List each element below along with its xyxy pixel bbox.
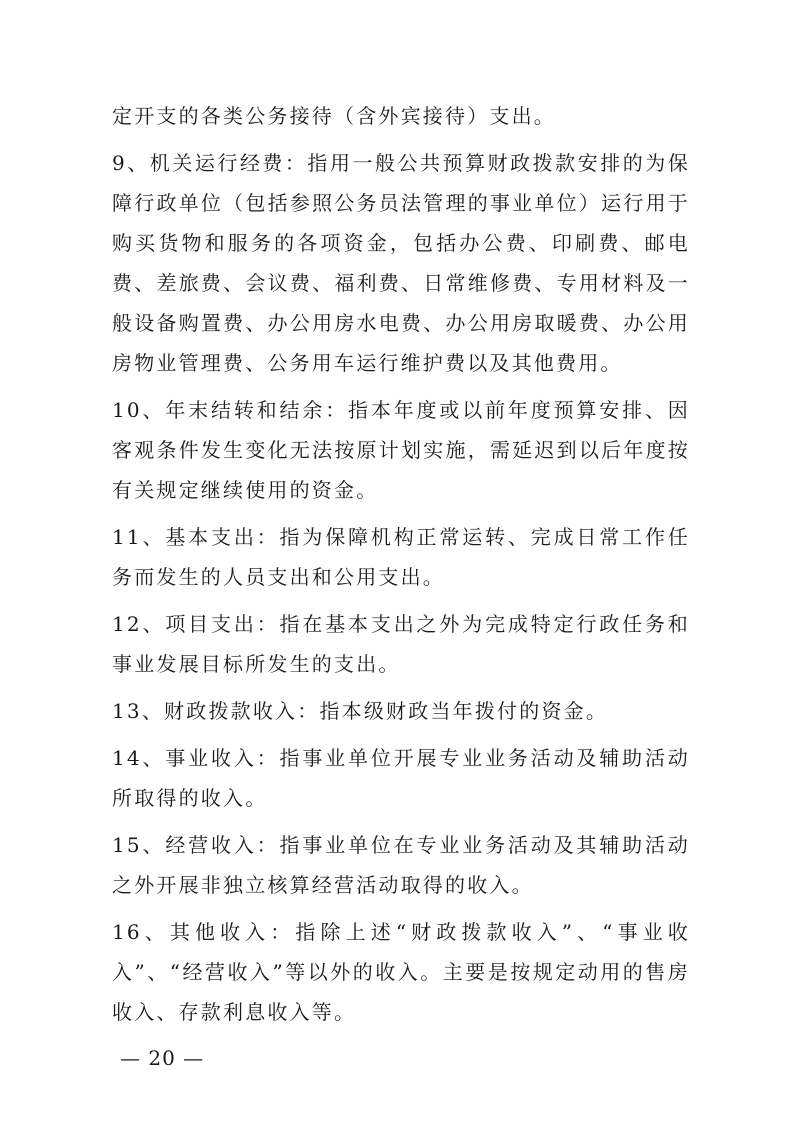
- paragraph-item-16: 16、其他收入：指除上述“财政拨款收入”、“事业收入”、“经营收入”等以外的收入。主要是按规定动用的售房收入、存款利息收入等。: [112, 920, 690, 1024]
- paragraph-item-14: 14、事业收入：指事业单位开展专业业务活动及辅助活动所取得的收入。: [112, 746, 690, 810]
- paragraph-item-12: 12、项目支出：指在基本支出之外为完成特定行政任务和事业发展目标所发生的支出。: [112, 612, 690, 676]
- paragraph-item-11: 11、基本支出：指为保障机构正常运转、完成日常工作任务而发生的人员支出和公用支出。: [112, 525, 690, 589]
- page-number: — 20 —: [120, 1046, 205, 1070]
- document-body: [112, 96, 690, 1039]
- paragraph-item-13: 13、财政拨款收入：指本级财政当年拨付的资金。: [112, 699, 609, 723]
- paragraph-continuation: 定开支的各类公务接待（含外宾接待）支出。: [112, 104, 556, 128]
- paragraph-item-15: 15、经营收入：指事业单位在专业业务活动及其辅助活动之外开展非独立核算经营活动取得的收入。: [112, 833, 690, 897]
- paragraph-item-10: 10、年末结转和结余：指本年度或以前年度预算安排、因客观条件发生变化无法按原计划实施，需延迟到以后年度按有关规定继续使用的资金。: [112, 398, 690, 502]
- paragraph-item-9: 9、机关运行经费：指用一般公共预算财政拨款安排的为保障行政单位（包括参照公务员法管理的事业单位）运行用于购买货物和服务的各项资金，包括办公费、印刷费、邮电费、差旅费、会议费、福利费、日常维修费、专用材料及一般设备购置费、办公用房水电费、办公用房取暖费、办公用房物业管理费、公务用车运行维护费以及其他费用。: [112, 151, 690, 375]
